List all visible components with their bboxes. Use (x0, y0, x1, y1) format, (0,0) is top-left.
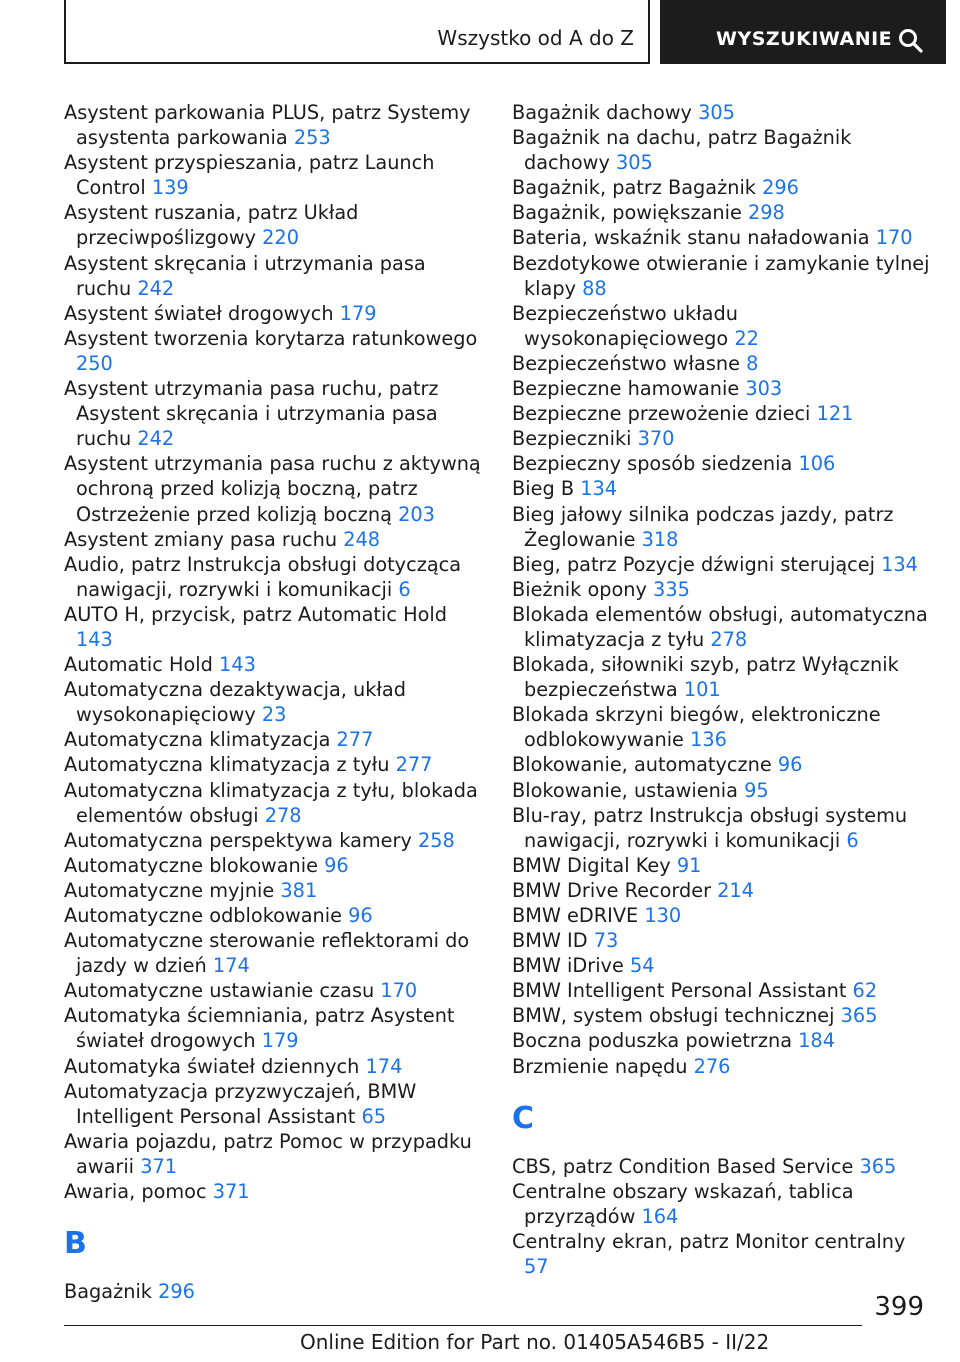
index-page-link[interactable]: 203 (398, 502, 435, 526)
index-entry-text: Automatyczna klimatyzacja z tyłu, blokada elementów obsługi (64, 778, 478, 827)
index-page-link[interactable]: 277 (336, 728, 374, 752)
index-page-link[interactable]: 253 (293, 126, 331, 150)
index-page-link[interactable]: 174 (212, 954, 250, 978)
index-entry (64, 878, 484, 903)
index-page-link[interactable]: 170 (875, 226, 913, 250)
index-entry-text: Centralne obszary wskazań, tablica przyrządów (512, 1179, 854, 1228)
index-entry-text: Asystent utrzymania pasa ruchu, patrz Asystent skręcania i utrzymania pasa ruchu (64, 377, 439, 451)
index-entry-text: Blokada, siłowniki szyb, patrz Wyłącznik bezpieczeństwa (512, 653, 899, 702)
index-entry (64, 376, 484, 451)
index-page-link[interactable]: 250 (76, 351, 113, 375)
index-page-link[interactable]: 305 (698, 101, 735, 124)
index-entry (512, 752, 932, 777)
index-entry-text: BMW, system obsługi technicznej (512, 1004, 835, 1028)
index-entry (64, 100, 484, 150)
index-entry-text: Bagażnik (64, 1280, 152, 1304)
index-page-link[interactable]: 220 (262, 226, 299, 250)
index-page-link[interactable]: 303 (745, 377, 783, 401)
index-page-link[interactable]: 6 (846, 828, 859, 852)
index-entry (64, 301, 484, 326)
letter-heading-b: B (64, 1226, 87, 1262)
index-entry (512, 577, 932, 602)
index-entry-text: Bieg, patrz Pozycje dźwigni sterującej (512, 552, 875, 576)
index-column-right (512, 100, 932, 1279)
index-list-b-continued (512, 100, 932, 1079)
index-list-c (512, 1154, 932, 1279)
index-page-link[interactable]: 242 (137, 276, 175, 300)
index-entry (64, 1129, 484, 1179)
index-entry (512, 476, 932, 501)
index-entry (512, 451, 932, 476)
index-page-link[interactable]: 296 (762, 176, 799, 200)
index-entry-text: Bezpieczne przewożenie dzieci (512, 402, 811, 426)
footer-divider (64, 1325, 862, 1326)
index-list-a (64, 100, 484, 1204)
index-entry (512, 100, 932, 125)
index-entry-text: Awaria pojazdu, patrz Pomoc w przypadku awarii (64, 1129, 472, 1178)
index-entry (64, 677, 484, 727)
index-entry-text: BMW ID (512, 929, 588, 953)
index-entry-text: Bagażnik na dachu, patrz Bagażnik dachowy (512, 126, 852, 175)
index-entry-text: Bagażnik, patrz Bagażnik (512, 176, 756, 200)
index-entry (64, 451, 484, 526)
index-entry-text: Blokada elementów obsługi, automatyczna klimatyzacja z tyłu (512, 602, 928, 651)
index-entry (512, 1179, 932, 1229)
index-page-link[interactable]: 130 (644, 904, 682, 927)
index-entry-text: Asystent skręcania i utrzymania pasa ruchu (64, 251, 426, 300)
index-entry-text: Bagażnik dachowy (512, 101, 692, 124)
index-page-link[interactable]: 96 (777, 753, 803, 777)
index-page-link[interactable]: 248 (343, 527, 381, 551)
index-entry (512, 878, 932, 903)
index-entry-text: BMW eDRIVE (512, 904, 639, 927)
index-entry-text: Automatic Hold (64, 653, 213, 677)
index-entry-text: Bagażnik, powiększanie (512, 201, 742, 225)
index-entry-text: Boczna poduszka powietrzna (512, 1029, 793, 1053)
index-entry-text: Bezpieczniki (512, 427, 632, 451)
index-entry (512, 928, 932, 953)
index-page-link[interactable]: 57 (524, 1255, 549, 1279)
index-entry (512, 376, 932, 401)
index-page-link[interactable]: 371 (212, 1180, 250, 1204)
index-page-link[interactable]: 164 (641, 1204, 679, 1228)
index-page-link[interactable]: 106 (798, 452, 836, 476)
index-entry (512, 251, 932, 301)
index-entry-text: Automatyczna klimatyzacja (64, 728, 331, 752)
index-entry (64, 853, 484, 878)
index-entry-text: Automatyczne ustawianie czasu (64, 979, 375, 1003)
index-page-link[interactable]: 335 (653, 577, 690, 601)
index-entry-text: Blokowanie, automatyczne (512, 753, 772, 777)
index-page-link[interactable]: 54 (629, 954, 655, 978)
index-entry-text: Bezpieczny sposób siedzenia (512, 452, 793, 476)
index-entry (512, 903, 932, 928)
footer-edition: Online Edition for Part no. 01405A546B5 - II/22 (300, 1330, 770, 1354)
index-entry (512, 1003, 932, 1028)
index-page-link[interactable]: 242 (137, 427, 175, 451)
letter-heading-c: C (512, 1100, 535, 1136)
index-entry (64, 652, 484, 677)
page-number: 399 (874, 1292, 924, 1322)
index-list-b (64, 1279, 484, 1304)
index-entry-text: Automatyczna klimatyzacja z tyłu (64, 753, 390, 777)
index-entry (512, 502, 932, 552)
index-entry (64, 150, 484, 200)
index-entry (512, 778, 932, 803)
index-entry-text: Bieżnik opony (512, 577, 647, 601)
index-entry (64, 1279, 484, 1304)
index-entry (512, 552, 932, 577)
index-entry (64, 200, 484, 250)
index-page-link[interactable]: 136 (690, 728, 727, 752)
index-entry (512, 1054, 932, 1079)
index-entry (512, 853, 932, 878)
index-entry-text: AUTO H, przycisk, patrz Automatic Hold (64, 602, 447, 626)
index-page-link[interactable]: 278 (710, 627, 748, 651)
index-page-link[interactable]: 318 (641, 527, 679, 551)
index-entry (64, 1079, 484, 1129)
index-entry-text: BMW Drive Recorder (512, 878, 711, 902)
index-entry (64, 552, 484, 602)
index-entry-text: Blu-ray, patrz Instrukcja obsługi systemu nawigacji, rozrywki i komunikacji (512, 803, 908, 852)
index-entry-text: Bateria, wskaźnik stanu naładowania (512, 226, 870, 250)
index-entry (512, 1154, 932, 1179)
index-page-link[interactable]: 170 (380, 979, 418, 1003)
index-entry-text: CBS, patrz Condition Based Service (512, 1154, 854, 1178)
index-entry (512, 225, 932, 250)
index-entry-text: BMW Intelligent Personal Assistant (512, 979, 847, 1003)
index-entry (64, 1003, 484, 1053)
index-entry (512, 953, 932, 978)
index-entry-text: Brzmienie napędu (512, 1054, 688, 1078)
index-entry (512, 401, 932, 426)
index-page-link[interactable]: 96 (348, 904, 373, 927)
index-entry-text: Automatyczne odblokowanie (64, 904, 342, 927)
index-page-link[interactable]: 296 (158, 1280, 195, 1304)
index-entry (64, 602, 484, 652)
index-column-left (64, 100, 484, 1304)
index-entry-text: Asystent przyspieszania, patrz Launch Control (64, 151, 435, 200)
index-entry (512, 200, 932, 225)
index-entry-text: Automatyczne sterowanie reflektorami do jazdy w dzień (64, 929, 470, 978)
index-entry (512, 351, 932, 376)
index-entry (512, 125, 932, 175)
index-entry-text: Centralny ekran, patrz Monitor centralny (512, 1229, 906, 1253)
index-page-link[interactable]: 305 (616, 151, 653, 175)
magnifier-icon (898, 28, 924, 54)
index-page-link[interactable]: 214 (717, 878, 754, 902)
index-entry-text: Automatyka świateł dziennych (64, 1054, 360, 1078)
index-entry (64, 928, 484, 978)
index-entry-text: Bezpieczeństwo własne (512, 351, 740, 375)
index-entry-text: Blokowanie, ustawienia (512, 778, 738, 802)
index-page-link[interactable]: 22 (734, 326, 759, 350)
index-page-link[interactable]: 277 (395, 753, 433, 777)
index-entry (64, 978, 484, 1003)
index-entry-text: Asystent zmiany pasa ruchu (64, 527, 338, 551)
index-page-link[interactable]: 134 (881, 552, 918, 576)
index-entry-text: Automatyczne blokowanie (64, 853, 318, 877)
index-entry (512, 426, 932, 451)
index-page-link[interactable]: 139 (151, 176, 189, 200)
index-entry-text: Audio, patrz Instrukcja obsługi dotycząca nawigacji, rozrywki i komunikacji (64, 552, 462, 601)
index-entry-text: Automatyczna perspektywa kamery (64, 828, 412, 852)
index-entry-text: Asystent parkowania PLUS, patrz Systemy asystenta parkowania (64, 101, 471, 150)
index-entry (512, 803, 932, 853)
index-page-link[interactable]: 95 (744, 778, 769, 802)
index-entry (64, 1054, 484, 1079)
index-entry (512, 1028, 932, 1053)
index-entry (64, 326, 484, 376)
index-page-link[interactable]: 184 (798, 1029, 835, 1053)
index-page-link[interactable]: 278 (264, 803, 302, 827)
index-entry (512, 1229, 932, 1279)
index-entry (64, 903, 484, 928)
index-page-link[interactable]: 6 (398, 577, 411, 601)
index-page-link[interactable]: 179 (339, 301, 377, 325)
index-entry (512, 978, 932, 1003)
index-entry (512, 602, 932, 652)
index-entry-text: BMW iDrive (512, 954, 624, 978)
index-page-link[interactable]: 121 (816, 402, 854, 426)
index-entry (64, 828, 484, 853)
index-page-link[interactable]: 365 (859, 1154, 897, 1178)
index-page-link[interactable]: 179 (261, 1029, 299, 1053)
index-entry-text: Asystent świateł drogowych (64, 301, 334, 325)
index-entry-text: Bezpieczne hamowanie (512, 377, 740, 401)
index-page-link[interactable]: 370 (637, 427, 675, 451)
index-page-link[interactable]: 365 (840, 1004, 878, 1028)
index-page-link[interactable]: 381 (280, 878, 318, 902)
index-page-link[interactable]: 143 (219, 653, 256, 677)
index-page-link[interactable]: 23 (261, 703, 287, 727)
index-entry (512, 175, 932, 200)
index-tab[interactable] (64, 0, 650, 64)
index-page-link[interactable]: 62 (852, 979, 878, 1003)
index-entry-text: Bezpieczeństwo układu wysokonapięciowego (512, 301, 738, 350)
search-tab[interactable] (660, 0, 946, 64)
index-page-link[interactable]: 8 (746, 351, 759, 375)
index-entry (64, 251, 484, 301)
index-entry (64, 778, 484, 828)
index-entry-text: Asystent utrzymania pasa ruchu z aktywną ochroną przed kolizją boczną, patrz Ostrzeżenie przed kolizją boczną (64, 452, 481, 526)
search-tab-label: WYSZUKIWANIE (716, 28, 893, 50)
index-entry (64, 1179, 484, 1204)
index-entry-text: Bieg jałowy silnika podczas jazdy, patrz Żeglowanie (512, 502, 894, 551)
index-entry (64, 752, 484, 777)
index-entry-text: Asystent ruszania, patrz Układ przeciwpoślizgowy (64, 201, 359, 250)
index-page-link[interactable]: 101 (683, 678, 721, 702)
index-page-link[interactable]: 143 (76, 627, 113, 651)
index-entry-text: Automatyczne myjnie (64, 878, 275, 902)
index-entry (512, 301, 932, 351)
index-entry (64, 727, 484, 752)
index-page-link[interactable]: 96 (324, 853, 349, 877)
index-page-link[interactable]: 174 (365, 1054, 403, 1078)
index-entry-text: Automatyka ściemniania, patrz Asystent świateł drogowych (64, 1004, 455, 1053)
index-page-link[interactable]: 91 (676, 853, 702, 877)
index-entry (512, 702, 932, 752)
index-entry-text: Awaria, pomoc (64, 1180, 207, 1204)
index-page-link[interactable]: 371 (140, 1154, 177, 1178)
index-page-link[interactable]: 88 (582, 276, 607, 300)
index-page-link[interactable]: 134 (580, 477, 617, 501)
index-entry-text: Automatyczna dezaktywacja, układ wysokonapięciowy (64, 678, 406, 727)
index-entry-text: Asystent tworzenia korytarza ratunkowego (64, 326, 478, 350)
index-page-link[interactable]: 298 (747, 201, 785, 225)
index-page-link[interactable]: 73 (593, 929, 619, 953)
index-entry (512, 652, 932, 702)
index-entry-text: BMW Digital Key (512, 853, 671, 877)
index-entry-text: Bieg B (512, 477, 575, 501)
index-entry-text: Automatyzacja przyzwyczajeń, BMW Intelligent Personal Assistant (64, 1079, 417, 1128)
index-page-link[interactable]: 276 (693, 1054, 731, 1078)
index-entry (64, 527, 484, 552)
index-entry-text: Blokada skrzyni biegów, elektroniczne odblokowywanie (512, 703, 881, 752)
index-page-link[interactable]: 65 (361, 1104, 387, 1128)
index-page-link[interactable]: 258 (418, 828, 455, 852)
index-tab-label: Wszystko od A do Z (437, 26, 634, 50)
index-entry-text: Bezdotykowe otwieranie i zamykanie tylnej klapy (512, 251, 930, 300)
